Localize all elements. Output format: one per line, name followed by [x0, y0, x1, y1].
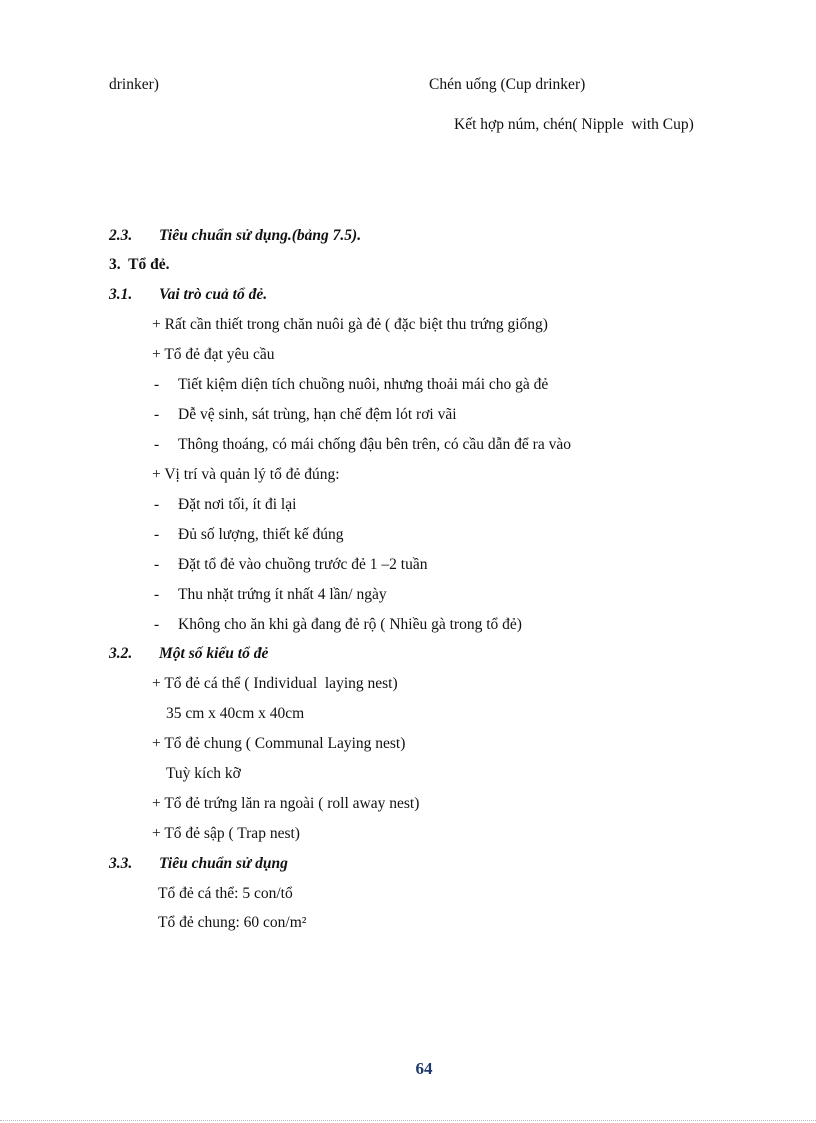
paragraph: Tổ đẻ chung: 60 con/m²: [158, 914, 307, 931]
heading-number: 3.3.: [109, 855, 133, 872]
heading-number: 2.3.: [109, 227, 133, 244]
list-item-text: Dễ vệ sinh, sát trùng, hạn chế đệm lót rơi vãi: [178, 406, 457, 423]
list-item: [154, 585, 387, 605]
list-item: [154, 495, 296, 515]
list-item: [154, 405, 457, 425]
heading-title: Tổ đẻ.: [128, 256, 170, 273]
dash-bullet: -: [154, 586, 160, 603]
heading-2-3: [109, 226, 361, 246]
heading-number: 3.2.: [109, 645, 133, 662]
heading-title: Vai trò cuả tổ đẻ.: [159, 286, 268, 303]
list-item: [154, 375, 548, 395]
heading-number: 3.1.: [109, 286, 133, 303]
dash-bullet: -: [154, 496, 160, 513]
heading-3-2: [109, 644, 268, 664]
heading-3-1: [109, 285, 267, 305]
paragraph: + Vị trí và quản lý tổ đẻ đúng:: [152, 466, 340, 483]
dash-bullet: -: [154, 556, 160, 573]
dash-bullet: -: [154, 526, 160, 543]
list-item: [154, 615, 522, 635]
paragraph: + Tổ đẻ đạt yêu cầu: [152, 346, 275, 363]
list-item-text: Thông thoáng, có mái chống đậu bên trên, có cầu dẫn để ra vào: [178, 436, 571, 453]
list-item: [154, 435, 571, 455]
list-item-text: Đặt tổ đẻ vào chuồng trước đẻ 1 –2 tuần: [178, 556, 428, 573]
paragraph: Tổ đẻ cá thể: 5 con/tổ: [158, 885, 293, 902]
dash-bullet: -: [154, 376, 160, 393]
heading-title: Tiêu chuẩn sử dụng: [159, 855, 288, 872]
list-item-text: Thu nhặt trứng ít nhất 4 lần/ ngày: [178, 586, 387, 603]
paragraph: Tuỳ kích kỡ: [166, 765, 241, 782]
dash-bullet: -: [154, 436, 160, 453]
page-number: 64: [415, 1059, 433, 1078]
list-item: [154, 555, 427, 575]
list-item: [154, 525, 344, 545]
paragraph: + Tổ đẻ chung ( Communal Laying nest): [152, 735, 406, 752]
list-item-text: Đủ số lượng, thiết kế đúng: [178, 526, 344, 543]
paragraph: + Tổ đẻ sập ( Trap nest): [152, 825, 300, 842]
list-item-text: Không cho ăn khi gà đang đẻ rộ ( Nhiều gà trong tổ đẻ): [178, 616, 522, 633]
text-drinker: drinker): [109, 76, 159, 93]
list-item-text: Tiết kiệm diện tích chuồng nuôi, nhưng thoải mái cho gà đẻ: [178, 376, 549, 393]
paragraph: + Rất cần thiết trong chăn nuôi gà đẻ ( đặc biệt thu trứng giống): [152, 316, 548, 333]
paragraph: + Tổ đẻ trứng lăn ra ngoài ( roll away nest): [152, 795, 420, 812]
dash-bullet: -: [154, 406, 160, 423]
heading-3: [109, 255, 169, 275]
text-cup-drinker: Chén uống (Cup drinker): [429, 76, 586, 93]
text-nipple-cup: Kết hợp núm, chén( Nipple with Cup): [454, 116, 694, 133]
heading-title: Một số kiểu tổ đẻ: [159, 645, 269, 662]
heading-title: Tiêu chuẩn sử dụng.(bảng 7.5).: [159, 227, 362, 244]
page-bottom-divider: [0, 1120, 816, 1121]
list-item-text: Đặt nơi tối, ít đi lại: [178, 496, 297, 513]
paragraph: 35 cm x 40cm x 40cm: [166, 705, 305, 722]
heading-number: 3.: [109, 256, 121, 273]
paragraph: + Tổ đẻ cá thể ( Individual laying nest): [152, 675, 398, 692]
heading-3-3: [109, 854, 288, 874]
dash-bullet: -: [154, 616, 160, 633]
